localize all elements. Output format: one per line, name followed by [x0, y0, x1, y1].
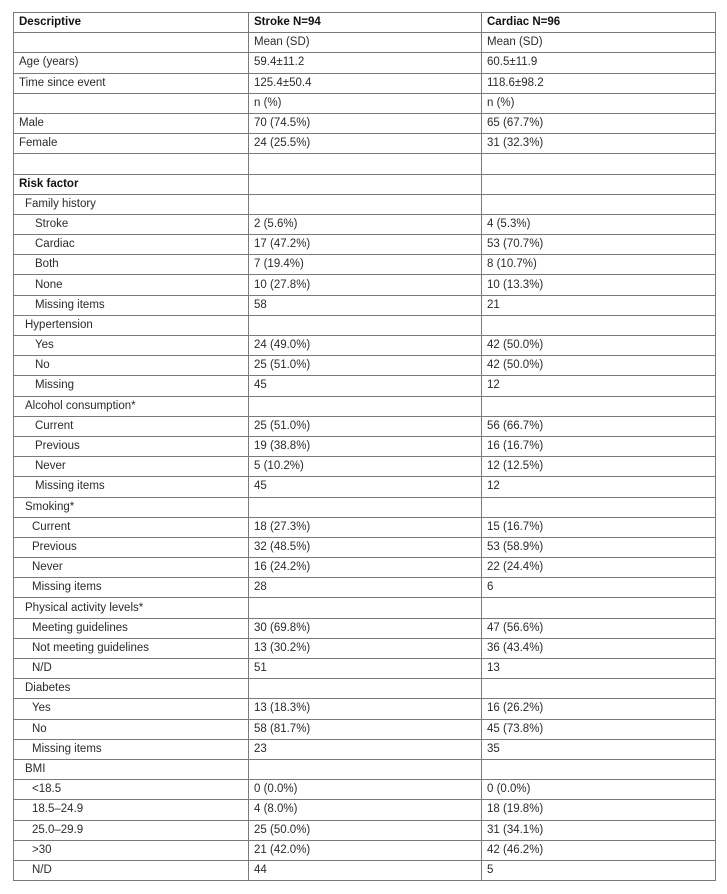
- row-label: Female: [14, 134, 249, 154]
- header-descriptive: Descriptive: [14, 13, 249, 33]
- table-row: [14, 154, 716, 174]
- cardiac-value: 53 (58.9%): [482, 537, 716, 557]
- table-row: [14, 719, 716, 739]
- cardiac-value: 22 (24.4%): [482, 558, 716, 578]
- stroke-value: 19 (38.8%): [249, 436, 482, 456]
- row-label: Missing: [14, 376, 249, 396]
- row-label: [14, 154, 249, 174]
- stroke-value: 58: [249, 295, 482, 315]
- row-label: No: [14, 719, 249, 739]
- stroke-value: [249, 174, 482, 194]
- stroke-value: Mean (SD): [249, 33, 482, 53]
- cardiac-value: n (%): [482, 93, 716, 113]
- row-label: Age (years): [14, 53, 249, 73]
- table-row: [14, 477, 716, 497]
- table-row: [14, 255, 716, 275]
- stroke-value: 59.4±11.2: [249, 53, 482, 73]
- table-row: [14, 214, 716, 234]
- cardiac-value: [482, 679, 716, 699]
- stroke-value: 13 (30.2%): [249, 638, 482, 658]
- stroke-value: 24 (49.0%): [249, 336, 482, 356]
- row-label: BMI: [14, 759, 249, 779]
- table-row: [14, 53, 716, 73]
- cardiac-value: 10 (13.3%): [482, 275, 716, 295]
- cardiac-value: 42 (50.0%): [482, 336, 716, 356]
- row-label: Yes: [14, 699, 249, 719]
- stroke-value: 4 (8.0%): [249, 800, 482, 820]
- stroke-value: 44: [249, 860, 482, 880]
- row-label: None: [14, 275, 249, 295]
- stroke-value: 0 (0.0%): [249, 780, 482, 800]
- cardiac-value: 36 (43.4%): [482, 638, 716, 658]
- row-label: Both: [14, 255, 249, 275]
- row-label: Cardiac: [14, 235, 249, 255]
- cardiac-value: [482, 396, 716, 416]
- row-label: Smoking*: [14, 497, 249, 517]
- table-row: [14, 558, 716, 578]
- cardiac-value: [482, 598, 716, 618]
- table-row: [14, 517, 716, 537]
- table-row: [14, 759, 716, 779]
- table-row: [14, 457, 716, 477]
- stroke-value: 24 (25.5%): [249, 134, 482, 154]
- table-row: [14, 134, 716, 154]
- cardiac-value: 12 (12.5%): [482, 457, 716, 477]
- stroke-value: 16 (24.2%): [249, 558, 482, 578]
- cardiac-value: 31 (32.3%): [482, 134, 716, 154]
- row-label: 18.5–24.9: [14, 800, 249, 820]
- table-row: [14, 416, 716, 436]
- table-row: [14, 336, 716, 356]
- row-label: Current: [14, 416, 249, 436]
- table-row: [14, 780, 716, 800]
- table-row: [14, 497, 716, 517]
- cardiac-value: [482, 497, 716, 517]
- stroke-value: 25 (50.0%): [249, 820, 482, 840]
- row-label: Previous: [14, 537, 249, 557]
- row-label: Stroke: [14, 214, 249, 234]
- descriptive-table: [13, 12, 716, 881]
- stroke-value: 25 (51.0%): [249, 416, 482, 436]
- stroke-value: 17 (47.2%): [249, 235, 482, 255]
- cardiac-value: 13: [482, 659, 716, 679]
- row-label: <18.5: [14, 780, 249, 800]
- stroke-value: 28: [249, 578, 482, 598]
- cardiac-value: 56 (66.7%): [482, 416, 716, 436]
- cardiac-value: [482, 315, 716, 335]
- table-row: [14, 820, 716, 840]
- table-row: [14, 618, 716, 638]
- cardiac-value: [482, 154, 716, 174]
- table-row: [14, 800, 716, 820]
- row-label: N/D: [14, 860, 249, 880]
- row-label: Family history: [14, 194, 249, 214]
- stroke-value: 30 (69.8%): [249, 618, 482, 638]
- stroke-value: 70 (74.5%): [249, 113, 482, 133]
- table-row: [14, 194, 716, 214]
- table-row: [14, 275, 716, 295]
- row-label: Current: [14, 517, 249, 537]
- stroke-value: 13 (18.3%): [249, 699, 482, 719]
- stroke-value: [249, 759, 482, 779]
- cardiac-value: 4 (5.3%): [482, 214, 716, 234]
- table-row: [14, 699, 716, 719]
- row-label: Never: [14, 558, 249, 578]
- cardiac-value: 16 (16.7%): [482, 436, 716, 456]
- row-label: Diabetes: [14, 679, 249, 699]
- row-label: N/D: [14, 659, 249, 679]
- table-row: [14, 659, 716, 679]
- row-label: Missing items: [14, 578, 249, 598]
- stroke-value: 10 (27.8%): [249, 275, 482, 295]
- table-row: [14, 638, 716, 658]
- cardiac-value: 47 (56.6%): [482, 618, 716, 638]
- row-label: Physical activity levels*: [14, 598, 249, 618]
- cardiac-value: [482, 194, 716, 214]
- row-label: >30: [14, 840, 249, 860]
- row-label: 25.0–29.9: [14, 820, 249, 840]
- table-row: [14, 840, 716, 860]
- row-label: No: [14, 356, 249, 376]
- stroke-value: n (%): [249, 93, 482, 113]
- stroke-value: 5 (10.2%): [249, 457, 482, 477]
- stroke-value: [249, 315, 482, 335]
- table-row: [14, 93, 716, 113]
- cardiac-value: 65 (67.7%): [482, 113, 716, 133]
- stroke-value: 51: [249, 659, 482, 679]
- table-row: [14, 356, 716, 376]
- cardiac-value: 118.6±98.2: [482, 73, 716, 93]
- stroke-value: 18 (27.3%): [249, 517, 482, 537]
- table-row: [14, 436, 716, 456]
- cardiac-value: Mean (SD): [482, 33, 716, 53]
- table-row: [14, 376, 716, 396]
- header-stroke: Stroke N=94: [249, 13, 482, 33]
- stroke-value: [249, 679, 482, 699]
- table-header-row: [14, 13, 716, 33]
- table-row: [14, 578, 716, 598]
- stroke-value: [249, 154, 482, 174]
- cardiac-value: 16 (26.2%): [482, 699, 716, 719]
- stroke-value: [249, 396, 482, 416]
- cardiac-value: 21: [482, 295, 716, 315]
- stroke-value: [249, 497, 482, 517]
- cardiac-value: 15 (16.7%): [482, 517, 716, 537]
- cardiac-value: 6: [482, 578, 716, 598]
- stroke-value: 45: [249, 477, 482, 497]
- table-row: [14, 860, 716, 880]
- row-label: Missing items: [14, 739, 249, 759]
- stroke-value: 2 (5.6%): [249, 214, 482, 234]
- stroke-value: 21 (42.0%): [249, 840, 482, 860]
- row-label: Missing items: [14, 477, 249, 497]
- row-label: Previous: [14, 436, 249, 456]
- table-row: [14, 396, 716, 416]
- stroke-value: 45: [249, 376, 482, 396]
- stroke-value: 125.4±50.4: [249, 73, 482, 93]
- cardiac-value: 5: [482, 860, 716, 880]
- row-label: Meeting guidelines: [14, 618, 249, 638]
- table-row: [14, 739, 716, 759]
- cardiac-value: 18 (19.8%): [482, 800, 716, 820]
- row-label: [14, 33, 249, 53]
- cardiac-value: 53 (70.7%): [482, 235, 716, 255]
- table-row: [14, 315, 716, 335]
- stroke-value: [249, 598, 482, 618]
- cardiac-value: [482, 759, 716, 779]
- cardiac-value: 12: [482, 376, 716, 396]
- cardiac-value: [482, 174, 716, 194]
- row-label: Time since event: [14, 73, 249, 93]
- row-label: Missing items: [14, 295, 249, 315]
- cardiac-value: 8 (10.7%): [482, 255, 716, 275]
- cardiac-value: 31 (34.1%): [482, 820, 716, 840]
- table-body: [14, 33, 716, 881]
- header-cardiac: Cardiac N=96: [482, 13, 716, 33]
- cardiac-value: 35: [482, 739, 716, 759]
- stroke-value: 25 (51.0%): [249, 356, 482, 376]
- stroke-value: [249, 194, 482, 214]
- row-label: Alcohol consumption*: [14, 396, 249, 416]
- row-label: Yes: [14, 336, 249, 356]
- cardiac-value: 42 (46.2%): [482, 840, 716, 860]
- stroke-value: 58 (81.7%): [249, 719, 482, 739]
- row-label: Risk factor: [14, 174, 249, 194]
- cardiac-value: 42 (50.0%): [482, 356, 716, 376]
- table-row: [14, 33, 716, 53]
- cardiac-value: 12: [482, 477, 716, 497]
- table-row: [14, 679, 716, 699]
- table-row: [14, 174, 716, 194]
- stroke-value: 23: [249, 739, 482, 759]
- table-row: [14, 295, 716, 315]
- table-row: [14, 537, 716, 557]
- row-label: Not meeting guidelines: [14, 638, 249, 658]
- cardiac-value: 60.5±11.9: [482, 53, 716, 73]
- cardiac-value: 0 (0.0%): [482, 780, 716, 800]
- table-row: [14, 73, 716, 93]
- row-label: [14, 93, 249, 113]
- stroke-value: 32 (48.5%): [249, 537, 482, 557]
- row-label: Male: [14, 113, 249, 133]
- row-label: Hypertension: [14, 315, 249, 335]
- cardiac-value: 45 (73.8%): [482, 719, 716, 739]
- table-row: [14, 598, 716, 618]
- table-row: [14, 113, 716, 133]
- table-row: [14, 235, 716, 255]
- stroke-value: 7 (19.4%): [249, 255, 482, 275]
- row-label: Never: [14, 457, 249, 477]
